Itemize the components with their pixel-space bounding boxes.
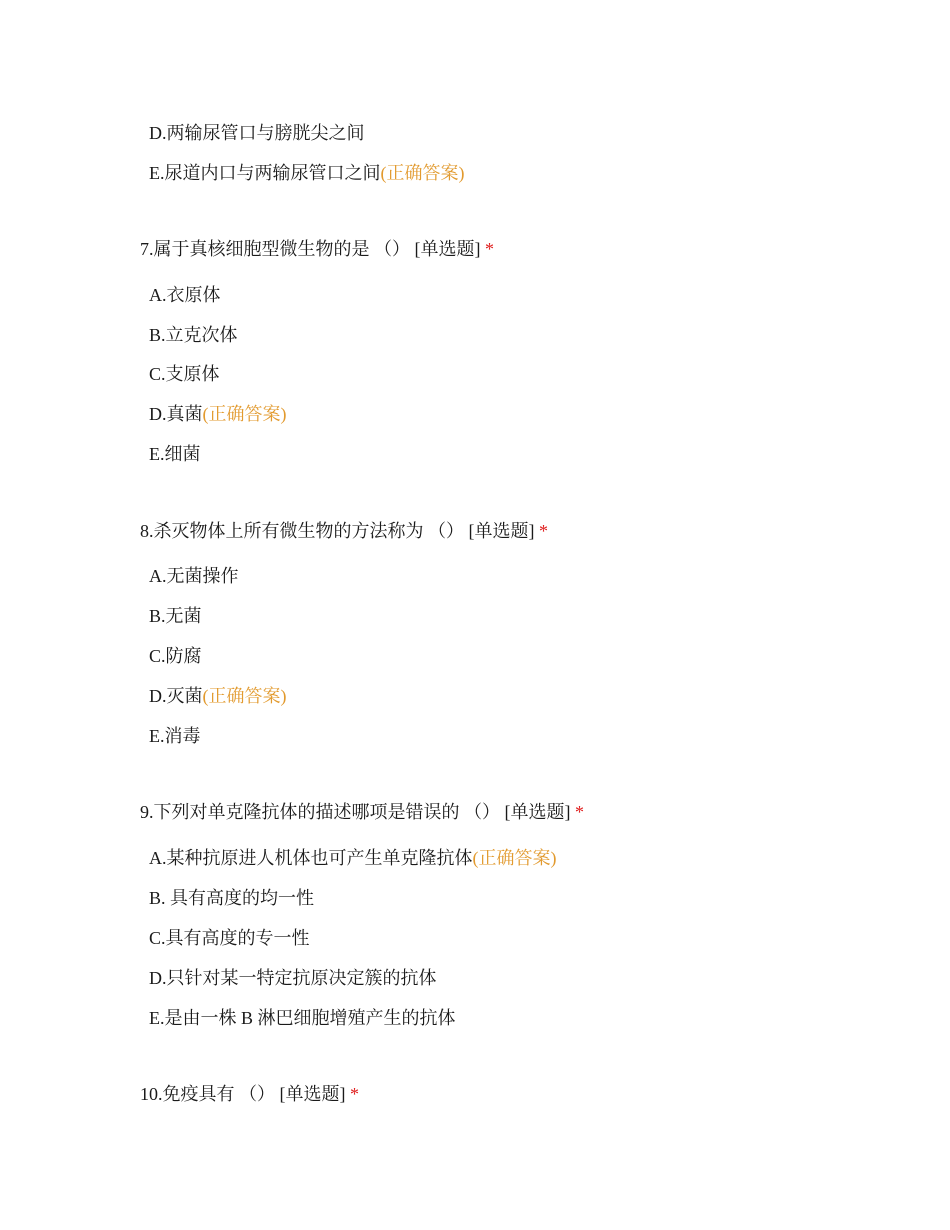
question-text: 10.免疫具有 （） [单选题] xyxy=(140,1084,346,1104)
required-mark: * xyxy=(539,521,548,541)
correct-answer-tag: (正确答案) xyxy=(202,686,287,706)
question-7-title xyxy=(140,237,494,261)
option-text: C.具有高度的专一性 xyxy=(149,928,310,948)
option-text: E.消毒 xyxy=(149,726,201,746)
option-text: C.支原体 xyxy=(149,364,220,384)
option-9-b xyxy=(149,886,314,910)
option-6-d xyxy=(149,121,365,145)
option-text: A.无菌操作 xyxy=(149,566,239,586)
option-7-e xyxy=(149,442,201,466)
correct-answer-tag: (正确答案) xyxy=(380,163,465,183)
option-8-a xyxy=(149,564,239,588)
option-text: D.真菌 xyxy=(149,404,203,424)
correct-answer-tag: (正确答案) xyxy=(202,404,287,424)
question-text: 8.杀灭物体上所有微生物的方法称为 （） [单选题] xyxy=(140,521,535,541)
option-7-a xyxy=(149,283,221,307)
question-9-title xyxy=(140,800,584,824)
option-text: C.防腐 xyxy=(149,646,202,666)
option-text: D.两输尿管口与膀胱尖之间 xyxy=(149,123,365,143)
question-text: 7.属于真核细胞型微生物的是 （） [单选题] xyxy=(140,239,481,259)
correct-answer-tag: (正确答案) xyxy=(472,848,557,868)
option-text: A.某种抗原进人机体也可产生单克隆抗体 xyxy=(149,848,473,868)
option-8-d xyxy=(149,684,287,708)
question-8-title xyxy=(140,519,548,543)
required-mark: * xyxy=(575,802,584,822)
question-text: 9.下列对单克隆抗体的描述哪项是错误的 （） [单选题] xyxy=(140,802,571,822)
option-6-e xyxy=(149,161,465,185)
option-9-d xyxy=(149,966,437,990)
required-mark: * xyxy=(485,239,494,259)
option-text: E.尿道内口与两输尿管口之间 xyxy=(149,163,381,183)
option-text: B.无菌 xyxy=(149,606,202,626)
option-text: D.灭菌 xyxy=(149,686,203,706)
question-10-title xyxy=(140,1082,359,1106)
option-text: B.立克次体 xyxy=(149,325,238,345)
option-text: E.细菌 xyxy=(149,444,201,464)
option-9-a xyxy=(149,846,557,870)
option-8-b xyxy=(149,604,202,628)
option-8-c xyxy=(149,644,202,668)
option-9-e xyxy=(149,1006,456,1030)
option-7-c xyxy=(149,362,220,386)
option-text: A.衣原体 xyxy=(149,285,221,305)
required-mark: * xyxy=(350,1084,359,1104)
option-7-b xyxy=(149,323,238,347)
option-text: E.是由一株 B 淋巴细胞增殖产生的抗体 xyxy=(149,1008,456,1028)
option-text: B. 具有高度的均一性 xyxy=(149,888,315,908)
option-text: D.只针对某一特定抗原决定簇的抗体 xyxy=(149,968,437,988)
option-7-d xyxy=(149,402,287,426)
option-8-e xyxy=(149,724,201,748)
option-9-c xyxy=(149,926,310,950)
